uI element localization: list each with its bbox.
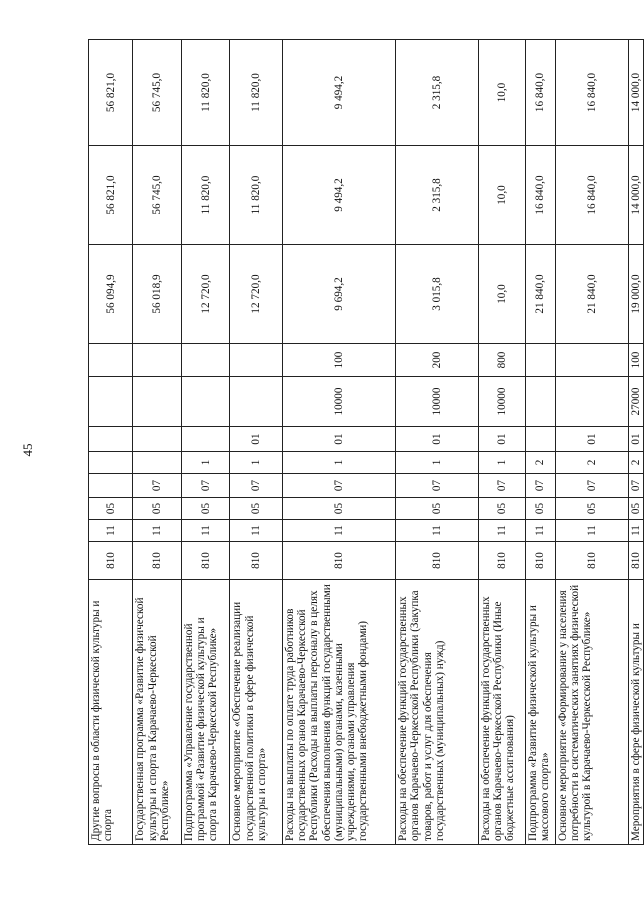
row-code xyxy=(89,427,133,452)
row-code: 05 xyxy=(133,498,182,520)
row-code: 01 xyxy=(396,427,479,452)
row-code: 01 xyxy=(230,427,283,452)
row-code: 07 xyxy=(283,474,396,498)
row-name: Основное мероприятие «Обеспечение реализации государственной политики в сфере физической культуры и спорта» xyxy=(230,580,283,845)
row-code: 05 xyxy=(555,498,628,520)
row-value: 56 018,9 xyxy=(133,245,182,344)
row-value: 56 745,0 xyxy=(133,146,182,245)
row-code: 1 xyxy=(283,452,396,474)
row-code xyxy=(555,377,628,427)
row-name: Подпрограмма «Развитие физической культуры и массового спорта» xyxy=(525,580,555,845)
row-value: 16 840,0 xyxy=(555,40,628,146)
row-code: 05 xyxy=(181,498,230,520)
row-code: 05 xyxy=(396,498,479,520)
table-row xyxy=(89,40,133,845)
row-code: 11 xyxy=(133,520,182,542)
table-row xyxy=(628,40,643,845)
row-code: 2 xyxy=(628,452,643,474)
row-value: 56 745,0 xyxy=(133,40,182,146)
row-value: 56 094,9 xyxy=(89,245,133,344)
row-code: 800 xyxy=(479,344,525,377)
row-code: 07 xyxy=(230,474,283,498)
row-code: 11 xyxy=(628,520,643,542)
row-code: 05 xyxy=(525,498,555,520)
row-name: Другие вопросы в области физической культуры и спорта xyxy=(89,580,133,845)
row-code: 100 xyxy=(283,344,396,377)
row-code: 07 xyxy=(479,474,525,498)
row-code: 11 xyxy=(283,520,396,542)
row-code: 11 xyxy=(230,520,283,542)
table-row xyxy=(479,40,525,845)
row-code xyxy=(181,427,230,452)
row-code: 01 xyxy=(479,427,525,452)
row-code: 810 xyxy=(396,542,479,580)
table-row xyxy=(525,40,555,845)
row-code: 01 xyxy=(283,427,396,452)
row-code: 07 xyxy=(525,474,555,498)
row-code xyxy=(89,474,133,498)
table-row xyxy=(396,40,479,845)
table-row xyxy=(133,40,182,845)
row-code: 810 xyxy=(133,542,182,580)
row-code xyxy=(133,377,182,427)
row-code: 07 xyxy=(555,474,628,498)
row-value: 16 840,0 xyxy=(525,40,555,146)
row-code: 810 xyxy=(628,542,643,580)
row-value: 11 820,0 xyxy=(230,40,283,146)
row-value: 12 720,0 xyxy=(181,245,230,344)
row-code: 01 xyxy=(628,427,643,452)
row-code: 810 xyxy=(479,542,525,580)
row-code xyxy=(230,344,283,377)
row-code: 07 xyxy=(133,474,182,498)
row-code xyxy=(89,344,133,377)
row-code: 10000 xyxy=(479,377,525,427)
row-value: 56 821,0 xyxy=(89,146,133,245)
table-row xyxy=(181,40,230,845)
row-code: 200 xyxy=(396,344,479,377)
row-value: 2 315,8 xyxy=(396,40,479,146)
row-value: 10,0 xyxy=(479,245,525,344)
row-value: 16 840,0 xyxy=(555,146,628,245)
row-code: 810 xyxy=(525,542,555,580)
row-code: 07 xyxy=(628,474,643,498)
row-value: 3 015,8 xyxy=(396,245,479,344)
row-code: 05 xyxy=(283,498,396,520)
row-code: 07 xyxy=(181,474,230,498)
row-code xyxy=(181,344,230,377)
row-name: Расходы на выплаты по оплате труда работников государственных органов Карачаево-Черкесской Республики (Расходы на выплаты персоналу в целях обеспечения выполнения функций государственными (муниципальными) органами, казенными учреждениями, органами управления государственными внебюджетными фондами) xyxy=(283,580,396,845)
row-name: Подпрограмма «Управление государственной программой «Развитие физической культуры и спорта в Карачаево-Черкесской Республике» xyxy=(181,580,230,845)
row-name: Основное мероприятие «Формирование у населения потребности в систематических занятиях физической культурой в Карачаево-Черкесской Республике» xyxy=(555,580,628,845)
row-code: 05 xyxy=(479,498,525,520)
row-code: 27000 xyxy=(628,377,643,427)
row-code: 11 xyxy=(525,520,555,542)
page-number: 45 xyxy=(20,443,35,457)
row-value: 10,0 xyxy=(479,146,525,245)
table-row xyxy=(230,40,283,845)
row-value: 9 694,2 xyxy=(283,245,396,344)
row-value: 21 840,0 xyxy=(555,245,628,344)
row-name: Расходы на обеспечение функций государственных органов Карачаево-Черкесской Республики (Закупка товаров, работ и услуг для обеспечения государственных (муниципальных) нужд) xyxy=(396,580,479,845)
row-code: 11 xyxy=(181,520,230,542)
row-name: Мероприятия в сфере физической культуры и xyxy=(628,580,643,845)
row-code: 10000 xyxy=(283,377,396,427)
row-code xyxy=(181,377,230,427)
row-value: 2 315,8 xyxy=(396,146,479,245)
row-name: Государственная программа «Развитие физической культуры и спорта в Карачаево-Черкесской Республике» xyxy=(133,580,182,845)
row-code: 810 xyxy=(230,542,283,580)
row-value: 14 000,0 xyxy=(628,40,643,146)
row-code: 11 xyxy=(555,520,628,542)
row-code: 11 xyxy=(396,520,479,542)
row-code xyxy=(133,427,182,452)
row-code xyxy=(555,344,628,377)
row-code: 2 xyxy=(555,452,628,474)
row-code xyxy=(133,452,182,474)
row-code: 05 xyxy=(89,498,133,520)
row-code xyxy=(525,427,555,452)
row-code: 810 xyxy=(283,542,396,580)
table-row xyxy=(283,40,396,845)
row-value: 11 820,0 xyxy=(181,40,230,146)
row-code: 05 xyxy=(230,498,283,520)
budget-table-rotated xyxy=(88,40,644,845)
row-code: 01 xyxy=(555,427,628,452)
row-value: 9 494,2 xyxy=(283,40,396,146)
row-code: 1 xyxy=(479,452,525,474)
row-value: 11 820,0 xyxy=(230,146,283,245)
row-value: 21 840,0 xyxy=(525,245,555,344)
row-code xyxy=(525,344,555,377)
row-value: 10,0 xyxy=(479,40,525,146)
row-value: 16 840,0 xyxy=(525,146,555,245)
row-code: 1 xyxy=(230,452,283,474)
row-code: 100 xyxy=(628,344,643,377)
row-code: 810 xyxy=(89,542,133,580)
row-code xyxy=(525,377,555,427)
row-name: Расходы на обеспечение функций государственных органов Карачаево-Черкесской Республики (Иные бюджетные ассигнования) xyxy=(479,580,525,845)
row-code xyxy=(230,377,283,427)
row-code: 810 xyxy=(181,542,230,580)
row-code: 1 xyxy=(181,452,230,474)
row-value: 56 821,0 xyxy=(89,40,133,146)
row-code: 11 xyxy=(89,520,133,542)
row-code: 810 xyxy=(555,542,628,580)
row-code: 07 xyxy=(396,474,479,498)
row-code: 05 xyxy=(628,498,643,520)
row-value: 12 720,0 xyxy=(230,245,283,344)
budget-table xyxy=(88,39,644,845)
row-value: 11 820,0 xyxy=(181,146,230,245)
table-row xyxy=(555,40,628,845)
row-code xyxy=(133,344,182,377)
row-value: 9 494,2 xyxy=(283,146,396,245)
row-code: 2 xyxy=(525,452,555,474)
row-code: 1 xyxy=(396,452,479,474)
row-code: 10000 xyxy=(396,377,479,427)
row-value: 14 000,0 xyxy=(628,146,643,245)
row-code xyxy=(89,377,133,427)
row-code: 11 xyxy=(479,520,525,542)
row-code xyxy=(89,452,133,474)
row-value: 19 000,0 xyxy=(628,245,643,344)
